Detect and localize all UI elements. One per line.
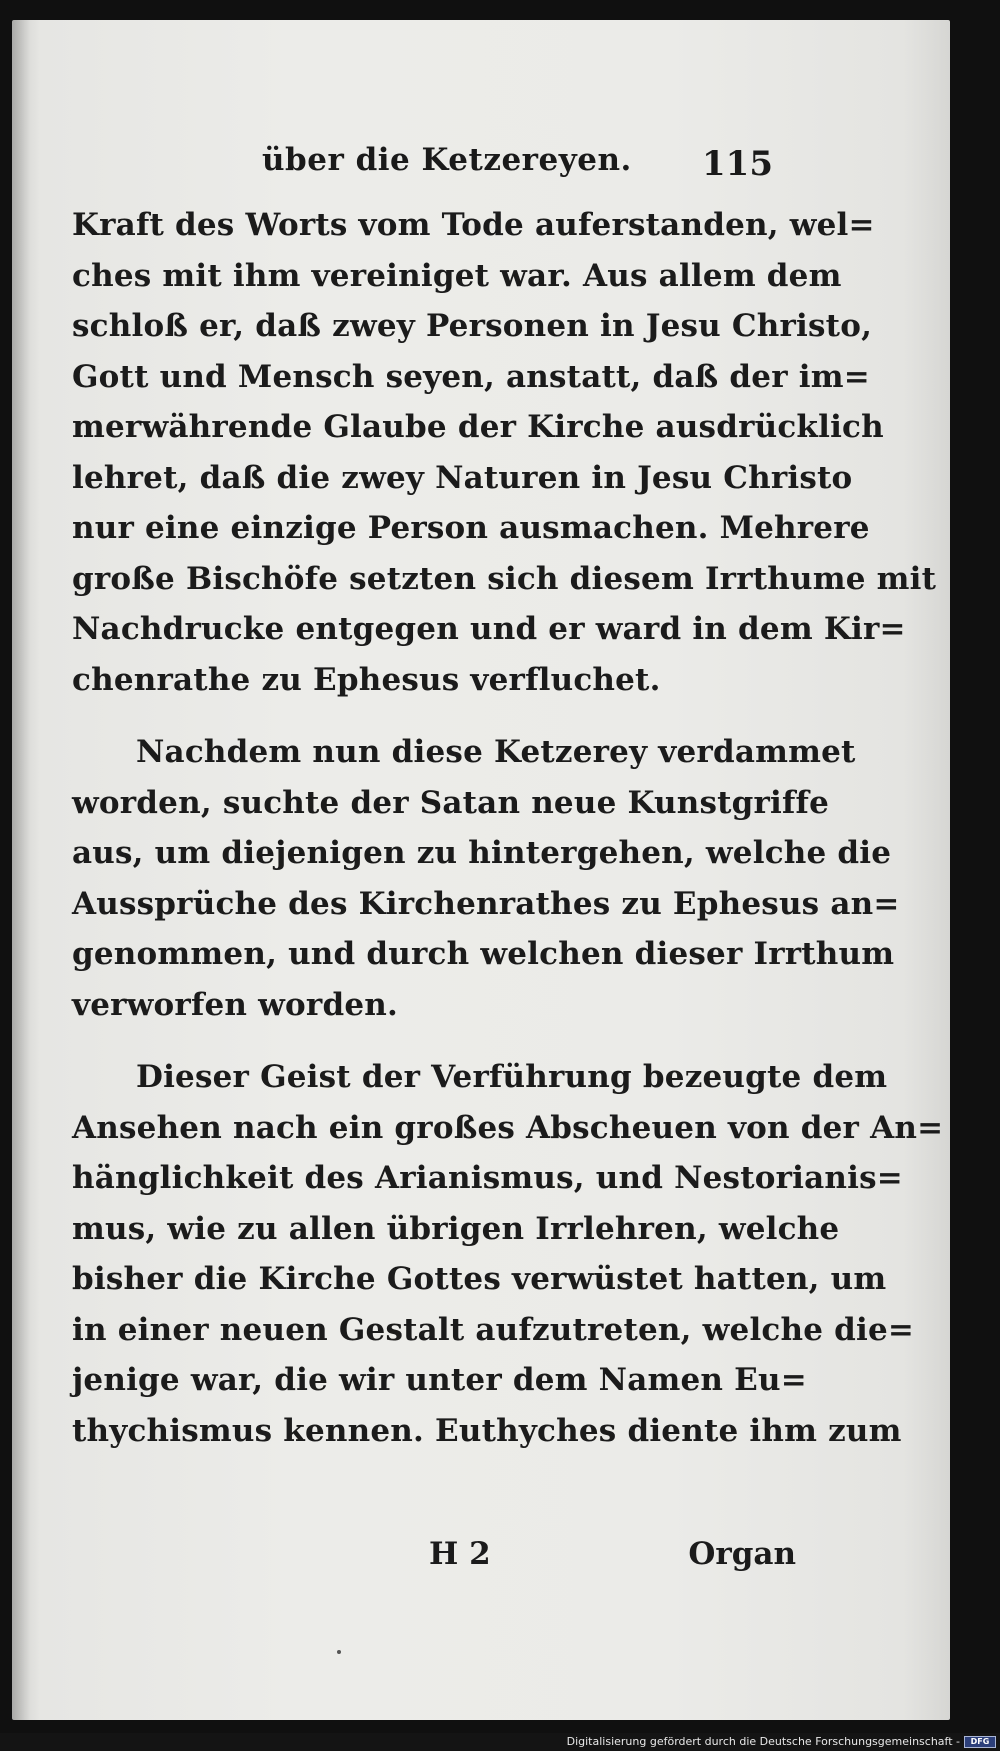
text-line: Nachdem nun diese Ketzerey verdammet [136,734,856,770]
paragraph-gap [72,705,792,727]
text-line: hänglichkeit des Arianismus, und Nestorianis= [72,1160,903,1196]
text-line: jenige war, die wir unter dem Namen Eu= [72,1362,807,1398]
text-line: mus, wie zu allen übrigen Irrlehren, welche [72,1210,840,1247]
credit-text: Digitalisierung gefördert durch die Deutsche Forschungsgemeinschaft - [566,1735,960,1748]
text-line: thychismus kennen. Euthyches diente ihm zum [72,1412,902,1449]
text-line: Dieser Geist der Verführung bezeugte dem [136,1059,888,1095]
catchword: Organ [688,1536,796,1572]
text-line: schloß er, daß zwey Personen in Jesu Christo, [72,308,873,344]
text-line: Aussprüche des Kirchenrathes zu Ephesus an= [72,885,900,922]
paragraph-2 [72,727,900,1030]
text-line: ches mit ihm vereiniget war. Aus allem dem [72,257,842,294]
digitization-credit-bar [0,1733,1000,1751]
text-line: lehret, daß die zwey Naturen in Jesu Christo [72,459,853,496]
text-line: verworfen worden. [72,986,398,1023]
text-line: Nachdrucke entgegen und er ward in dem Kir= [72,611,906,647]
page-footer [72,1536,796,1586]
text-line: große Bischöfe setzten sich diesem Irrthume mit [72,560,937,597]
running-head [12,120,950,184]
text-line: bisher die Kirche Gottes verwüstet hatten, um [72,1261,887,1297]
paragraph-1 [72,200,937,705]
paper-speck [337,1650,341,1654]
text-line: Ansehen nach ein großes Abscheuen von der An= [72,1109,944,1146]
page-number: 115 [702,144,773,184]
signature-mark: H 2 [429,1536,491,1572]
text-line: Gott und Mensch seyen, anstatt, daß der im= [72,358,870,395]
text-line: chenrathe zu Ephesus verfluchet. [72,661,661,698]
dfg-logo: DFG [964,1736,996,1748]
body-text [72,200,944,1456]
text-line: nur eine einzige Person ausmachen. Mehrere [72,510,870,546]
book-page [12,20,950,1720]
paragraph-3 [72,1052,944,1456]
text-line: in einer neuen Gestalt aufzutreten, welche die= [72,1311,915,1348]
text-line: worden, suchte der Satan neue Kunstgriffe [72,784,829,821]
running-title: über die Ketzereyen. [262,142,632,178]
page-gutter-shadow [12,20,30,1720]
paragraph-gap [72,1030,792,1052]
text-line: merwährende Glaube der Kirche ausdrücklich [72,409,884,445]
text-line: genommen, und durch welchen dieser Irrthum [72,936,895,972]
text-line: Kraft des Worts vom Tode auferstanden, wel= [72,207,875,243]
text-line: aus, um diejenigen zu hintergehen, welche die [72,835,892,871]
